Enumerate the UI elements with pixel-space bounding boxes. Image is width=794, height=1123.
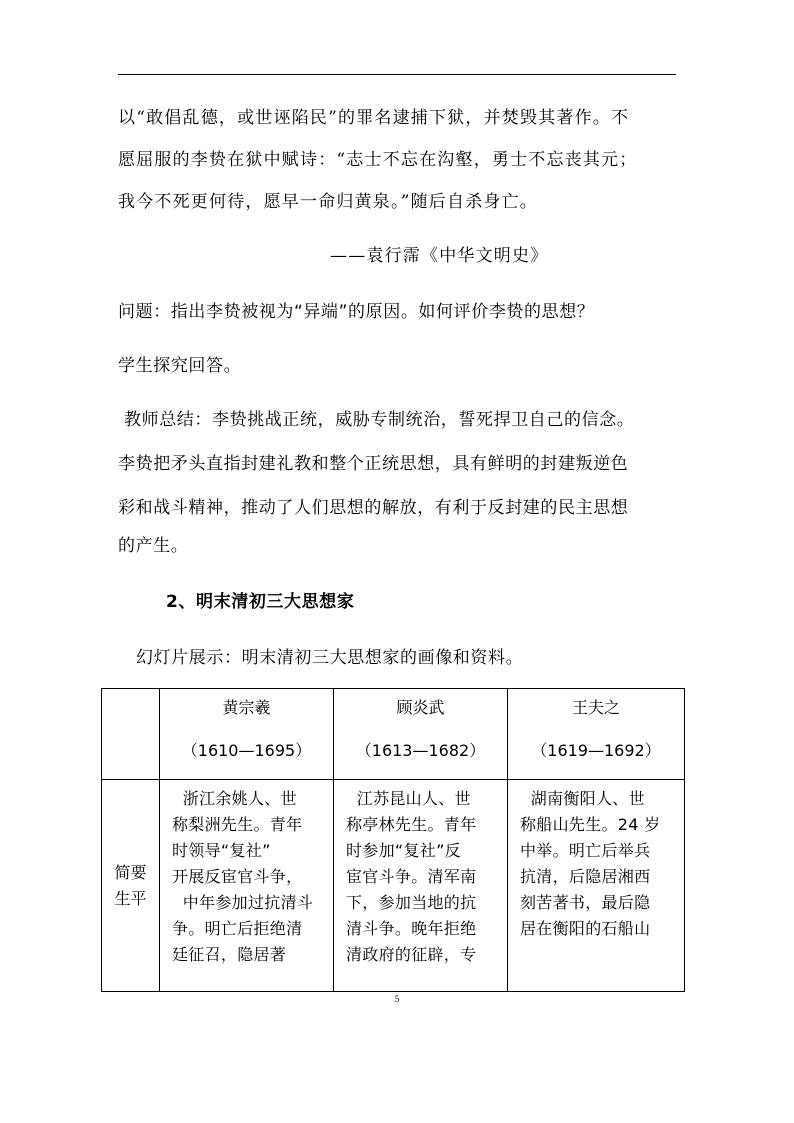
thinker-name: 王夫之 [571, 698, 620, 717]
thinker-name: 黄宗羲 [222, 698, 271, 717]
table-header-row [102, 689, 685, 780]
bio-line: 江苏昆山人、世 [346, 789, 471, 808]
row-label: 简要生平 [114, 862, 147, 908]
bio-line: 争。明亡后拒绝清 [172, 919, 303, 938]
thinker-name: 顾炎武 [396, 698, 445, 717]
bio-line: 称亭林先生。青年 [346, 815, 477, 834]
thinkers-table [101, 688, 685, 992]
bio-line: 宦官斗争。清军南 [346, 867, 477, 886]
quote-line-3: 我今不死更何待，愿早一命归黄泉。”随后自杀身亡。 [118, 192, 538, 212]
table-corner-cell [102, 689, 160, 780]
thinker-header-wang [508, 689, 685, 780]
thinker-years: （1619—1692） [531, 741, 661, 760]
thinker-header-gu [334, 689, 508, 780]
quote-line-1: 以“敢倡乱德，或世诬陷民”的罪名逮捕下狱，并焚毁其著作。不 [118, 108, 630, 128]
thinker-years: （1613—1682） [355, 741, 486, 760]
bio-cell-wang [508, 780, 685, 992]
bio-line: 清政府的征辟，专 [346, 945, 477, 964]
slide-intro: 幻灯片展示：明末清初三大思想家的画像和资料。 [136, 648, 524, 668]
summary-line-4: 的产生。 [118, 536, 189, 556]
thinker-header-huang [160, 689, 334, 780]
bio-line: 称船山先生。24 岁 [520, 815, 661, 834]
thinker-years: （1610—1695） [181, 741, 312, 760]
student-response: 学生探究回答。 [118, 356, 242, 376]
bio-line: 居在衡阳的石船山 [520, 919, 651, 938]
bio-line: 时领导“复社” [172, 841, 271, 860]
row-label-cell [102, 780, 160, 992]
bio-line: 下，参加当地的抗 [346, 893, 477, 912]
bio-line: 廷征召，隐居著 [172, 945, 287, 964]
quote-line-2: 愿屈服的李贽在狱中赋诗：“志士不忘在沟壑，勇士不忘丧其元； [118, 150, 638, 170]
bio-line: 刻苦著书，最后隐 [520, 893, 651, 912]
bio-line: 称梨洲先生。青年 [172, 815, 303, 834]
summary-line-3: 彩和战斗精神，推动了人们思想的解放，有利于反封建的民主思想 [118, 498, 629, 518]
section-heading: 2、明末清初三大思想家 [166, 592, 355, 612]
summary-line-2: 李贽把矛头直指封建礼教和整个正统思想，具有鲜明的封建叛逆色 [118, 454, 629, 474]
bio-line: 抗清，后隐居湘西 [520, 867, 651, 886]
question-text: 问题：指出李贽被视为“异端”的原因。如何评价李贽的思想？ [118, 302, 595, 322]
summary-line-1: 教师总结：李贽挑战正统，威胁专制统治，誓死捍卫自己的信念。 [118, 410, 635, 430]
bio-line: 开展反宦官斗争， [172, 867, 303, 886]
bio-line: 湖南衡阳人、世 [520, 789, 645, 808]
table-row [102, 780, 685, 992]
quote-attribution: ——袁行霈《中华文明史》 [330, 246, 549, 266]
bio-line: 清斗争。晚年拒绝 [346, 919, 477, 938]
bio-line: 中年参加过抗清斗 [172, 893, 314, 912]
bio-cell-gu [334, 780, 508, 992]
bio-line: 浙江余姚人、世 [172, 789, 297, 808]
header-rule [118, 74, 676, 75]
bio-cell-huang [160, 780, 334, 992]
page-number: 5 [394, 994, 400, 1004]
bio-line: 时参加“复社”反 [346, 841, 461, 860]
bio-line: 中举。明亡后举兵 [520, 841, 651, 860]
